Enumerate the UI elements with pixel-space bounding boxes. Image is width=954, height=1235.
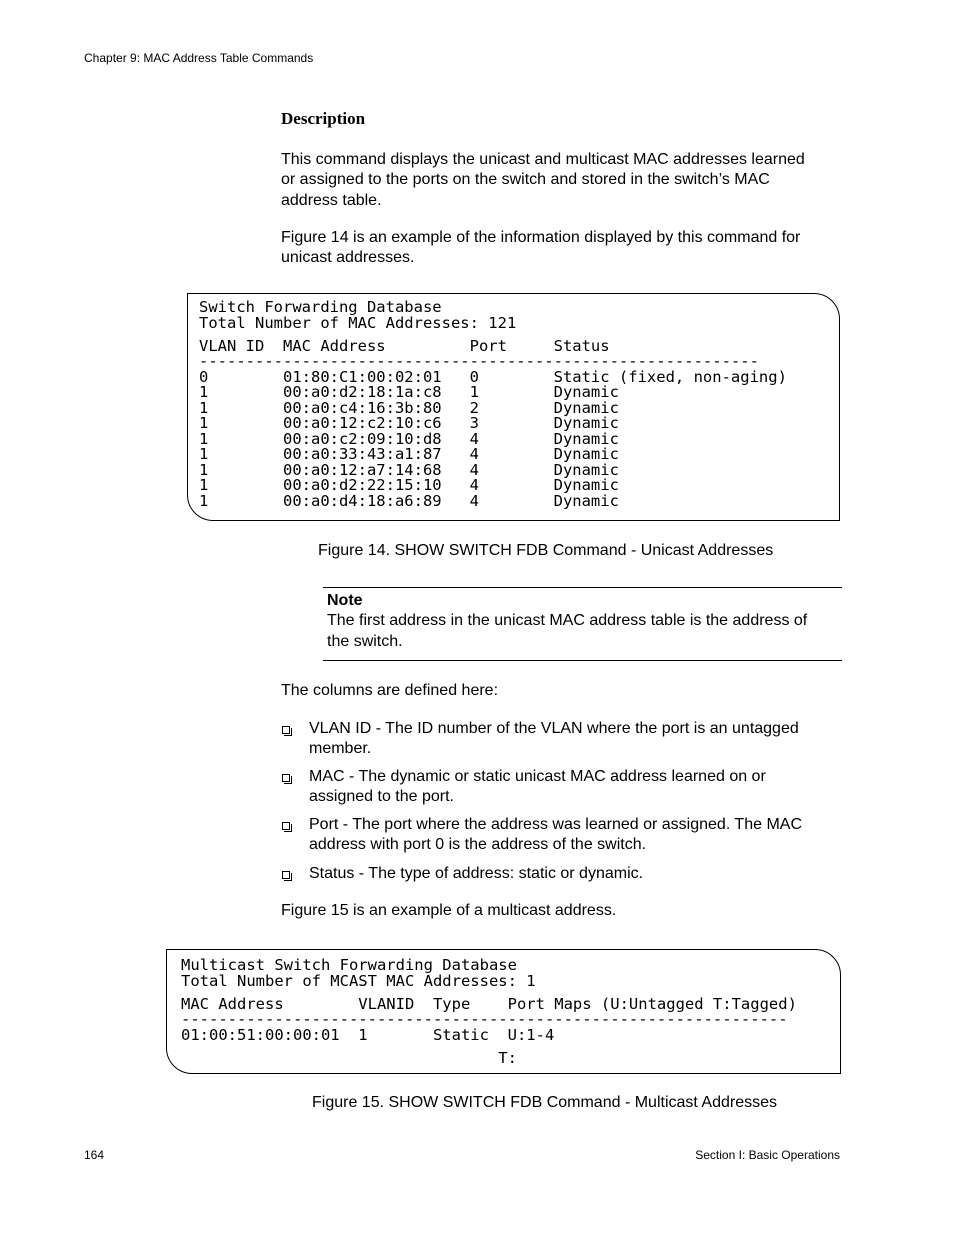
footer-section: Section I: Basic Operations	[695, 1148, 840, 1162]
section-heading: Description	[281, 109, 366, 128]
list-item-line: MAC - The dynamic or static unicast MAC address learned on or	[309, 768, 766, 785]
list-item-line: Port - The port where the address was learned or assigned. The MAC	[309, 816, 802, 833]
note-block	[327, 591, 847, 652]
code-line: 1 00:a0:c2:09:10:d8 4 Dynamic	[199, 430, 619, 448]
list-item-line: address with port 0 is the address of the switch.	[309, 836, 647, 854]
code-line: 1 00:a0:d2:18:1a:c8 1 Dynamic	[199, 383, 619, 401]
code-line: 1 00:a0:12:a7:14:68 4 Dynamic	[199, 461, 619, 479]
code-line: 1 00:a0:d2:22:15:10 4 Dynamic	[199, 476, 619, 494]
code-line: Switch Forwarding Database	[199, 298, 442, 316]
code-line: 1 00:a0:12:c2:10:c6 3 Dynamic	[199, 414, 619, 432]
paragraph-line: unicast addresses.	[281, 249, 415, 267]
paragraph-line: This command displays the unicast and multicast MAC addresses learned	[281, 151, 805, 168]
code-line: 1 00:a0:33:43:a1:87 4 Dynamic	[199, 445, 619, 463]
figure14-code-box	[187, 293, 840, 521]
running-header: Chapter 9: MAC Address Table Commands	[84, 51, 314, 65]
figure14-caption: Figure 14. SHOW SWITCH FDB Command - Unicast Addresses	[318, 542, 774, 559]
note-bottom-rule	[323, 660, 842, 661]
paragraph-line: or assigned to the ports on the switch and stored in the switch’s MAC	[281, 171, 770, 189]
checkbox-bullet-shadow	[284, 776, 292, 784]
figure15-code-box	[166, 949, 841, 1074]
code-line: 01:00:51:00:00:01 1 Static U:1-4	[181, 1026, 555, 1044]
note-text-line: the switch.	[327, 632, 403, 650]
code-line: 0 01:80:C1:00:02:01 0 Static (fixed, non-aging)	[199, 368, 787, 386]
figure15-intro: Figure 15 is an example of a multicast address.	[281, 902, 617, 919]
checkbox-bullet-shadow	[284, 728, 292, 736]
note-top-rule	[323, 587, 842, 588]
code-line: 1 00:a0:c4:16:3b:80 2 Dynamic	[199, 399, 619, 417]
figure15-caption: Figure 15. SHOW SWITCH FDB Command - Multicast Addresses	[312, 1094, 777, 1111]
code-line: MAC Address VLANID Type Port Maps (U:Untagged T:Tagged)	[181, 995, 797, 1013]
figure14-intro-paragraph	[281, 228, 851, 269]
note-text-line: The first address in the unicast MAC address table is the address of	[327, 612, 808, 630]
code-line: Total Number of MAC Addresses: 121	[199, 314, 517, 332]
code-line: Multicast Switch Forwarding Database	[181, 956, 517, 974]
code-line: 1 00:a0:d4:18:a6:89 4 Dynamic	[199, 492, 619, 510]
list-item-line: VLAN ID - The ID number of the VLAN where the port is an untagged	[309, 720, 799, 737]
list-item-line: member.	[309, 740, 372, 758]
list-item-line: Status - The type of address: static or dynamic.	[309, 865, 644, 882]
paragraph-line: Figure 14 is an example of the information displayed by this command for	[281, 229, 801, 246]
code-line: -----------------------------------------------------------------	[181, 1010, 788, 1028]
columns-intro: The columns are defined here:	[281, 682, 499, 699]
paragraph-line: address table.	[281, 191, 382, 209]
page-number: 164	[84, 1148, 105, 1162]
code-line: Total Number of MCAST MAC Addresses: 1	[181, 972, 536, 990]
list-item-line: assigned to the port.	[309, 788, 454, 806]
description-paragraph	[281, 150, 851, 211]
checkbox-bullet-shadow	[284, 824, 292, 832]
code-line: VLAN ID MAC Address Port Status	[199, 337, 610, 355]
note-title: Note	[327, 592, 363, 609]
checkbox-bullet-shadow	[284, 873, 292, 881]
code-line: T:	[181, 1049, 517, 1067]
code-line: ------------------------------------------------------------	[199, 352, 759, 370]
